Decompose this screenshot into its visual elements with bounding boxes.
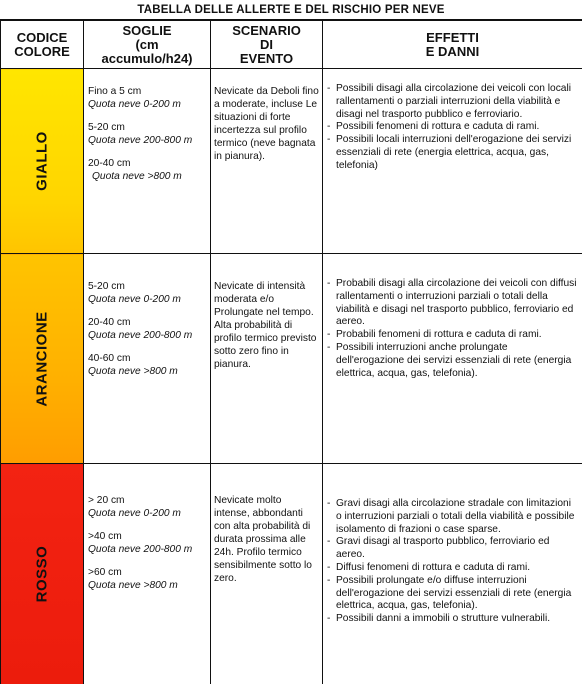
header-scenario-line2: DI — [260, 36, 273, 52]
soglia-item — [88, 280, 206, 306]
soglia-range: 40-60 cm — [88, 353, 131, 364]
soglia-item — [88, 85, 206, 111]
header-codice-colore-text: CODICE COLORE — [14, 29, 70, 59]
soglia-quota: Quota neve 200-800 m — [88, 544, 193, 555]
header-scenario-line1: SCENARIO — [232, 22, 301, 38]
effetti-list — [327, 498, 578, 626]
effetto-item: - Possibili fenomeni di rottura e caduta di rami. — [327, 121, 578, 134]
effetto-item: - Diffusi fenomeni di rottura e caduta di rami. — [327, 562, 578, 575]
soglie-rosso — [84, 464, 211, 684]
scenario-text: Nevicate da Deboli fino a moderate, incluse Le situazioni di forte incertezza sul profilo termico (neve bagnata in pianura). — [214, 86, 319, 162]
band-arancione — [1, 254, 84, 464]
effetti-list — [327, 83, 578, 173]
header-soglie — [84, 21, 211, 69]
scenario-rosso — [211, 464, 323, 684]
soglia-range: Fino a 5 cm — [88, 86, 142, 97]
soglia-range: >40 cm — [88, 531, 122, 542]
header-scenario — [211, 21, 323, 69]
soglia-quota: Quota neve 200-800 m — [88, 330, 193, 341]
soglie-arancione — [84, 254, 211, 464]
header-soglie-line2: (cm — [135, 36, 159, 52]
soglia-range: 5-20 cm — [88, 281, 125, 292]
effetto-item: - Gravi disagi al trasporto pubblico, ferroviario ed aereo. — [327, 536, 578, 562]
label-arancione: ARANCIONE — [33, 310, 51, 407]
scenario-giallo — [211, 69, 323, 254]
soglia-quota: Quota neve >800 m — [88, 580, 178, 591]
soglia-item — [88, 352, 206, 378]
header-effetti — [323, 21, 582, 69]
soglia-item — [88, 157, 206, 183]
soglia-range: 5-20 cm — [88, 122, 125, 133]
soglia-range: >60 cm — [88, 567, 122, 578]
band-rosso — [1, 464, 84, 684]
soglia-quota: Quota neve 0-200 m — [88, 99, 181, 110]
band-giallo — [1, 69, 84, 254]
row-rosso — [1, 464, 582, 684]
row-arancione — [1, 254, 582, 464]
alert-table — [0, 20, 582, 684]
soglia-quota: Quota neve 0-200 m — [88, 508, 181, 519]
table-title: TABELLA DELLE ALLERTE E DEL RISCHIO PER NEVE — [0, 0, 582, 20]
soglia-quota: Quota neve 0-200 m — [88, 294, 181, 305]
scenario-arancione — [211, 254, 323, 464]
effetto-item: - Probabili fenomeni di rottura e caduta di rami. — [327, 329, 578, 342]
effetto-item: - Possibili prolungate e/o diffuse interruzioni dell'erogazione dei servizi essenziali di rete (energia elettrica, acqua, gas, telefonia). — [327, 575, 578, 613]
effetto-item: - Possibili interruzioni anche prolungate dell'erogazione dei servizi essenziali di rete (energia elettrica, acqua, gas, telefonia). — [327, 342, 578, 380]
header-soglie-line3: accumulo/h24) — [101, 50, 193, 66]
effetto-item: - Probabili disagi alla circolazione dei veicoli con diffusi rallentamenti o interruzioni parziali o totali della viabilità e disagi nel trasporto pubblico, ferroviario ed aereo. — [327, 278, 578, 329]
soglia-item — [88, 530, 206, 556]
soglia-range: 20-40 cm — [88, 317, 131, 328]
effetto-item: - Gravi disagi alla circolazione stradale con limitazioni o interruzioni parziali o totali della viabilità e possibile isolamento di frazioni o case sparse. — [327, 498, 578, 536]
soglia-item — [88, 566, 206, 592]
effetti-rosso — [323, 464, 582, 684]
header-effetti-line2: E DANNI — [425, 43, 480, 59]
header-scenario-line3: EVENTO — [239, 50, 294, 66]
scenario-text: Nevicate molto intense, abbondanti con alta probabilità di durata prossima alle 24h. Profilo termico sensibilmente sotto lo zero. — [214, 495, 312, 584]
soglia-item — [88, 494, 206, 520]
effetto-item: - Possibili locali interruzioni dell'erogazione dei servizi essenziali di rete (energia elettrica, acqua, gas, telefonia) — [327, 134, 578, 172]
label-rosso: ROSSO — [33, 545, 51, 603]
soglia-item — [88, 121, 206, 147]
effetto-item: - Possibili disagi alla circolazione dei veicoli con locali rallentamenti o parziali interruzioni della viabilità e disagi nel trasporto pubblico e ferroviario. — [327, 83, 578, 121]
header-effetti-line1: EFFETTI — [426, 29, 479, 45]
soglia-quota: Quota neve 200-800 m — [88, 135, 193, 146]
header-row — [1, 21, 582, 69]
soglia-quota: Quota neve >800 m — [88, 366, 178, 377]
soglie-giallo — [84, 69, 211, 254]
label-giallo: GIALLO — [33, 131, 51, 191]
soglia-quota: Quota neve >800 m — [92, 171, 182, 182]
effetti-giallo — [323, 69, 582, 254]
effetto-item: - Possibili danni a immobili o strutture vulnerabili. — [327, 613, 578, 626]
soglia-item — [88, 316, 206, 342]
soglia-range: 20-40 cm — [88, 158, 131, 169]
scenario-text: Nevicate di intensità moderata e/o Prolungate nel tempo. Alta probabilità di profilo termico previsto sotto zero fino in pianura. — [214, 281, 317, 370]
effetti-arancione — [323, 254, 582, 464]
header-codice-colore — [1, 21, 84, 69]
header-soglie-line1: SOGLIE — [122, 22, 172, 38]
row-giallo — [1, 69, 582, 254]
soglia-range: > 20 cm — [88, 495, 125, 506]
effetti-list — [327, 278, 578, 380]
